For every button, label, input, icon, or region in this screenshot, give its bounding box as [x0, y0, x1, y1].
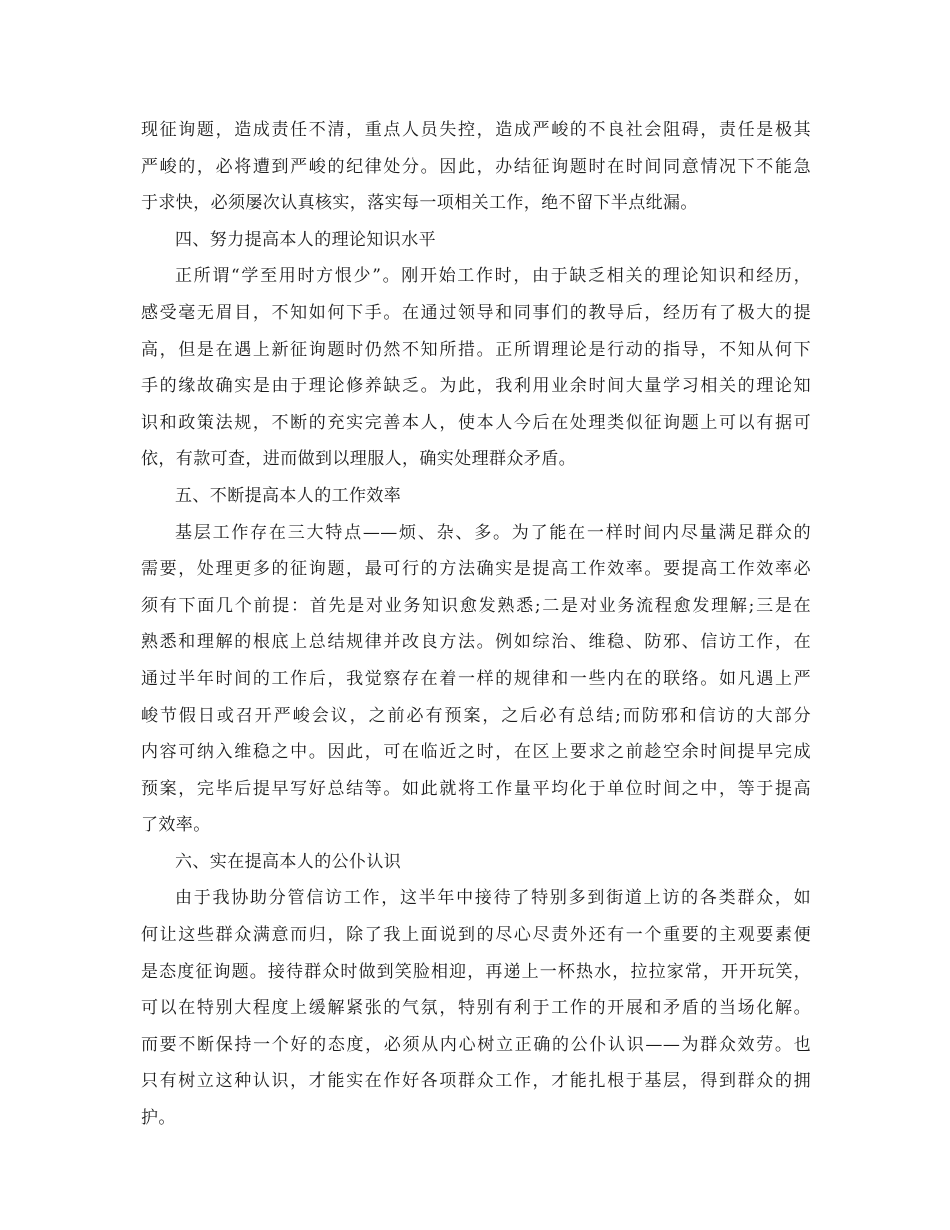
text-line: 通过半年时间的工作后，我觉察存在着一样的规律和一些内在的联络。如凡遇上严: [141, 668, 811, 689]
text-line: 可以在特别大程度上缓解紧张的气氛，特别有利于工作的开展和矛盾的当场化解。: [141, 998, 811, 1019]
text-line: 内容可纳入维稳之中。因此，可在临近之时，在区上要求之前趁空余时间提早完成: [141, 742, 811, 763]
text-line: 手的缘故确实是由于理论修养缺乏。为此，我利用业余时间大量学习相关的理论知: [141, 376, 811, 397]
text-line: 依，有款可查，进而做到以理服人，确实处理群众矛盾。: [141, 449, 576, 470]
text-line: 只有树立这种认识，才能实在作好各项群众工作，才能扎根于基层，得到群众的拥: [141, 1071, 811, 1092]
text-line: 需要，处理更多的征询题，最可行的方法确实是提高工作效率。要提高工作效率必: [141, 559, 811, 580]
section-heading: 六、实在提高本人的公仆认识: [175, 851, 402, 872]
text-line: 峻节假日或召开严峻会议，之前必有预案，之后必有总结;而防邪和信访的大部分: [141, 705, 811, 726]
text-line: 高，但是在遇上新征询题时仍然不知所措。正所谓理论是行动的指导，不知从何下: [141, 339, 811, 360]
text-line: 感受毫无眉目，不知如何下手。在通过领导和同事们的教导后，经历有了极大的提: [141, 302, 811, 323]
text-line: 预案，完毕后提早写好总结等。如此就将工作量平均化于单位时间之中，等于提高: [141, 778, 811, 799]
section-heading: 五、不断提高本人的工作效率: [175, 485, 402, 506]
text-line: 护。: [141, 1108, 176, 1129]
text-line: 识和政策法规，不断的充实完善本人，使本人今后在处理类似征询题上可以有据可: [141, 412, 811, 433]
section-heading: 四、努力提高本人的理论知识水平: [175, 229, 436, 250]
text-line: 是态度征询题。接待群众时做到笑脸相迎，再递上一杯热水，拉拉家常，开开玩笑，: [141, 961, 811, 982]
text-line: 由于我协助分管信访工作，这半年中接待了特别多到街道上访的各类群众，如: [175, 888, 811, 909]
text-line: 基层工作存在三大特点——烦、杂、多。为了能在一样时间内尽量满足群众的: [175, 522, 811, 543]
text-line: 正所谓“学至用时方恨少”。刚开始工作时，由于缺乏相关的理论知识和经历，: [175, 266, 811, 287]
text-line: 须有下面几个前提：首先是对业务知识愈发熟悉;二是对业务流程愈发理解;三是在: [141, 595, 811, 616]
text-line: 于求快，必须屡次认真核实，落实每一项相关工作，绝不留下半点纰漏。: [141, 193, 698, 214]
document-body: [141, 112, 811, 1137]
text-line: 而要不断保持一个好的态度，必须从内心树立正确的公仆认识——为群众效劳。也: [141, 1034, 811, 1055]
text-line: 熟悉和理解的根底上总结规律并改良方法。例如综治、维稳、防邪、信访工作，在: [141, 632, 811, 653]
text-line: 了效率。: [141, 815, 211, 836]
text-line: 严峻的，必将遭到严峻的纪律处分。因此，办结征询题时在时间同意情况下不能急: [141, 156, 811, 177]
text-line: 现征询题，造成责任不清，重点人员失控，造成严峻的不良社会阻碍，责任是极其: [141, 120, 811, 140]
text-line: 何让这些群众满意而归，除了我上面说到的尽心尽责外还有一个重要的主观要素便: [141, 925, 811, 946]
